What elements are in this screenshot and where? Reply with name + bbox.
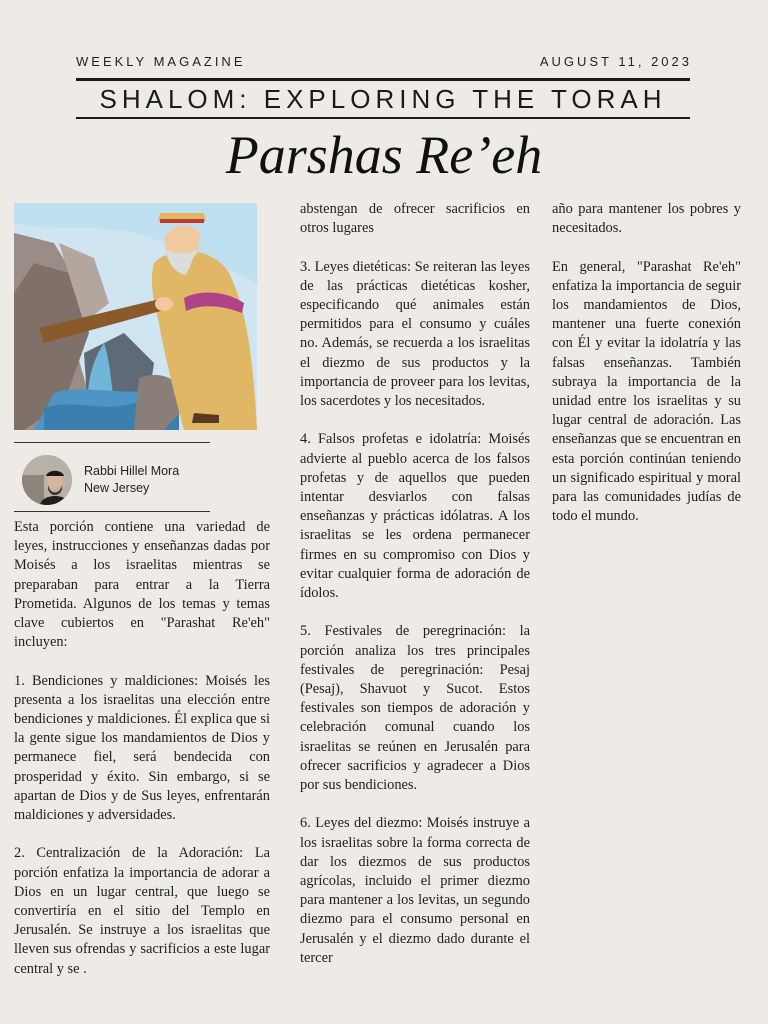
masthead-bottom-rule (76, 117, 690, 119)
page-title: Parshas Re’eh (225, 125, 543, 185)
avatar (22, 455, 72, 505)
section-false-prophets: 4. Falsos profetas e idolatría: Moisés advierte al pueblo acerca de los falsos profetas y de aquellos que pueden intentar desviarlos con falsas enseñanzas y prácticas idólatras. A los israelitas se les ordena permanecer firmes en su compromiso con Dios y evitar cualquier forma de adoración de ídolos. (300, 431, 530, 602)
continued-paragraph: abstengan de ofrecer sacrificios en otros lugares (300, 201, 530, 237)
masthead: SHALOM: EXPLORING THE TORAH (99, 84, 667, 114)
intro-paragraph: Esta porción contiene una variedad de leyes, instrucciones y enseñanzas dadas por Moisés a los israelitas mientras se preparaban para entrar a la Tierra Prometida. Algunos de los temas y temas clave cubiertos en "Parashat Re'eh" incluyen: (14, 519, 270, 651)
article-column-1 (14, 518, 270, 998)
section-centralization-worship: 2. Centralización de la Adoración: La porción enfatiza la importancia de adorar a Dios en un lugar central, que luego se convertiría en el sitio del Templo en Jerusalén. Se instruye a los israelitas que lleven sus ofrendas y sacrificios a este lugar central y se . (14, 845, 270, 977)
author-location: New Jersey (84, 481, 150, 495)
section-pilgrimage-festivals: 5. Festivales de peregrinación: la porción analiza los tres principales festivales de peregrinación: Pesaj (Pesaj), Shavuot y Sucot. Estos festivales son tiempos de adoración y celebración comunal cuando los israelitas se reúnen en Jerusalén para ofrecer sacrificios y agradecer a Dios por sus bendiciones. (300, 623, 530, 794)
magazine-label: WEEKLY MAGAZINE (76, 54, 246, 69)
section-tithe-laws: 6. Leyes del diezmo: Moisés instruye a los israelitas sobre la forma correcta de dar los diezmos de sus productos agrícolas, incluido el primer diezmo para mantener a los levitas, un segundo diezmo para el consumo personal en Jerusalén y el diezmo dado durante el tercer (300, 815, 530, 966)
article-column-3 (552, 200, 741, 546)
continued-paragraph-2: año para mantener los pobres y necesitados. (552, 201, 741, 237)
section-dietary-laws: 3. Leyes dietéticas: Se reiteran las leyes de las prácticas dietéticas kosher, especificando qué animales están permitidos para el consumo y cuáles no. Además, se recuerda a los israelitas el diezmo de sus productos y la importancia de proveer para los levitas, los sacerdotes y los necesitados. (300, 258, 530, 410)
author-top-rule (14, 442, 210, 443)
article-column-2 (300, 200, 530, 987)
author-byline (22, 455, 179, 505)
top-bar (76, 54, 692, 69)
hero-illustration (14, 203, 257, 430)
conclusion-paragraph: En general, "Parashat Re'eh" enfatiza la importancia de seguir los mandamientos de Dios, mantener una fuerte conexión con Él y evitar la idolatría y las falsas enseñanzas. También subraya la importancia de la unidad entre los israelitas y su lugar central de adoración. Las enseñanzas que se encuentran en esta porción continúan teniendo un significado espiritual y moral para las comunidades judías de todo el mundo. (552, 258, 741, 525)
author-bottom-rule (14, 511, 210, 512)
author-name: Rabbi Hillel Mora (84, 464, 180, 478)
section-blessings-curses: 1. Bendiciones y maldiciones: Moisés les presenta a los israelitas una elección entre bendiciones y maldiciones. Él explica que si la gente sigue los mandamientos de Dios y permanece fiel, será bendecida con prosperidad y éxito. Sin embargo, si se apartan de Dios y de Sus leyes, enfrentarán maldiciones y adversidades. (14, 672, 270, 824)
issue-date: AUGUST 11, 2023 (539, 54, 692, 69)
masthead-top-rule (76, 78, 690, 81)
